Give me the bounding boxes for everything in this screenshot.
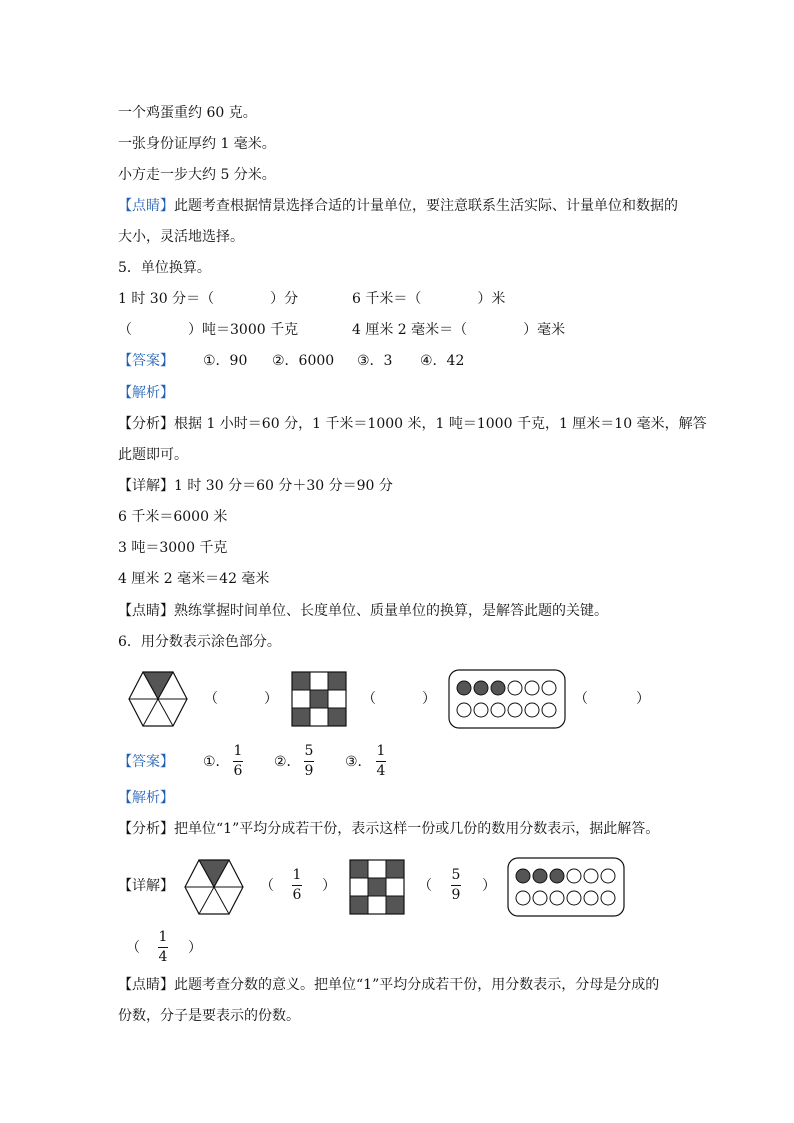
empty-dot: [491, 703, 505, 717]
q5-detail-1: 1 时 30 分＝60 分＋30 分＝90 分: [174, 478, 393, 494]
detail2-den: 9: [451, 887, 461, 903]
fig3-paren-open: （: [574, 691, 588, 707]
detail1-paren-open: （: [260, 878, 274, 894]
q6-analysis-tag: 【解析】: [118, 790, 174, 806]
q5-detail-4: 4 厘米 2 毫米＝42 毫米: [118, 571, 270, 587]
empty-dot: [584, 869, 598, 883]
q6-fenxi: [118, 819, 659, 839]
q5-item-a: 1 时 30 分＝（ ）分: [118, 291, 299, 307]
q5-answer-3: ③．3: [357, 353, 393, 369]
q6-answer-3-num: 1: [376, 743, 386, 759]
fig1-paren-close: ）: [264, 691, 278, 707]
q5-answer-2: ②．6000: [272, 353, 335, 369]
q6-answer-tag: 【答案】: [118, 754, 174, 770]
q5-detail-3: 3 吨＝3000 千克: [118, 540, 228, 556]
fig3-paren-close: ）: [636, 691, 650, 707]
q5-tip-text: 熟练掌握时间单位、长度单位、质量单位的换算，是解答此题的关键。: [174, 603, 608, 619]
q6-answer-1-num: 1: [233, 743, 243, 759]
fig2-paren-open: （: [362, 691, 376, 707]
detail1-paren-close: ）: [322, 878, 336, 894]
q6-answer-3-den: 4: [376, 763, 386, 779]
q5-detail: [118, 476, 393, 496]
empty-dot: [474, 703, 488, 717]
q5-fenxi: [118, 414, 707, 434]
empty-dot: [584, 891, 598, 905]
empty-dot: [567, 869, 581, 883]
detail3-paren-close: ）: [188, 940, 202, 956]
text-step: 小方走一步大约 5 分米。: [118, 167, 276, 183]
q5-analysis-tag: 【解析】: [118, 385, 174, 401]
dots-figure-detail: [507, 857, 625, 917]
q6-answer-3-fraction: [376, 743, 386, 780]
detail3-fraction: [158, 929, 168, 966]
detail2-paren-open: （: [418, 878, 432, 894]
text-egg: 一个鸡蛋重约 60 克。: [118, 105, 257, 121]
hexagon-shaded-part: [199, 860, 229, 887]
q6-answer-2-fraction: [304, 743, 314, 780]
tip-text: 此题考查根据情景选择合适的计量单位，要注意联系生活实际、计量单位和数据的: [174, 198, 678, 214]
q6-fenxi-text: 把单位“1”平均分成若干份，表示这样一份或几份的数用分数表示，据此解答。: [174, 821, 660, 837]
empty-dot: [542, 703, 556, 717]
tip-line: [118, 196, 678, 216]
empty-dot: [533, 891, 547, 905]
q5-tip: [118, 601, 608, 621]
fig1-paren-open: （: [204, 691, 218, 707]
grid-figure: [292, 672, 346, 726]
q5-detail-tag: 【详解】: [118, 478, 174, 494]
q5-item-c: （ ）吨＝3000 千克: [118, 322, 299, 338]
shaded-dot: [457, 681, 471, 695]
text-idcard: 一张身份证厚约 1 毫米。: [118, 136, 276, 152]
detail3-den: 4: [158, 949, 168, 965]
q6-tip-2: 份数，分子是要表示的份数。: [118, 1008, 300, 1024]
hexagon-figure: [128, 670, 188, 728]
shaded-dot: [533, 869, 547, 883]
q5-answer-tag: 【答案】: [118, 353, 174, 369]
dots-figure: [448, 669, 566, 729]
q6-answer-1-fraction: [233, 743, 243, 780]
q6-answer-1-den: 6: [233, 763, 243, 779]
q6-answer-3-label: ③．: [345, 754, 372, 770]
q6-answer-2-label: ②．: [274, 754, 301, 770]
shaded-dot: [474, 681, 488, 695]
empty-dot: [542, 681, 556, 695]
hexagon-shaded-part: [143, 672, 173, 699]
tip-line-2: 大小，灵活地选择。: [118, 229, 244, 245]
hexagon-figure-detail: [184, 858, 244, 916]
q6-fenxi-tag: 【分析】: [118, 821, 174, 837]
fig2-paren-close: ）: [422, 691, 436, 707]
q6-tip-text: 此题考查分数的意义。把单位“1”平均分成若干份，用分数表示，分母是分成的: [174, 977, 660, 993]
q6-answer-1-label: ①．: [203, 754, 230, 770]
empty-dot: [601, 869, 615, 883]
empty-dot: [457, 703, 471, 717]
q5-item-b: 6 千米＝（ ）米: [352, 291, 506, 307]
empty-dot: [567, 891, 581, 905]
q5-answer-4: ④．42: [420, 353, 465, 369]
q6-detail-tag: 【详解】: [118, 878, 174, 894]
q5-fenxi-text: 根据 1 小时＝60 分，1 千米＝1000 米，1 吨＝1000 千克，1 厘米＝10 毫米，解答: [174, 416, 707, 432]
shaded-dot: [550, 869, 564, 883]
detail2-num: 5: [451, 867, 461, 883]
detail2-fraction: [451, 867, 461, 904]
detail1-fraction: [292, 867, 302, 904]
empty-dot: [516, 891, 530, 905]
shaded-dot: [491, 681, 505, 695]
empty-dot: [525, 681, 539, 695]
grid-figure-detail: [350, 860, 404, 914]
q5-answer-1: ①．90: [203, 353, 248, 369]
q5-fenxi-2: 此题即可。: [118, 447, 188, 463]
q5-tip-tag: 【点睛】: [118, 603, 174, 619]
detail1-num: 1: [292, 867, 302, 883]
detail3-paren-open: （: [126, 940, 140, 956]
detail3-num: 1: [158, 929, 168, 945]
q6-tip-tag: 【点睛】: [118, 977, 174, 993]
q6-answer-2-den: 9: [304, 763, 314, 779]
detail2-paren-close: ）: [482, 878, 496, 894]
q6-tip: [118, 975, 659, 995]
q6-title: 6．用分数表示涂色部分。: [118, 634, 281, 650]
empty-dot: [550, 891, 564, 905]
empty-dot: [601, 891, 615, 905]
q5-item-d: 4 厘米 2 毫米＝（ ）毫米: [352, 322, 566, 338]
q5-detail-2: 6 千米＝6000 米: [118, 509, 228, 525]
q6-answer-2-num: 5: [304, 743, 314, 759]
empty-dot: [508, 681, 522, 695]
detail1-den: 6: [292, 887, 302, 903]
shaded-dot: [516, 869, 530, 883]
empty-dot: [508, 703, 522, 717]
empty-dot: [525, 703, 539, 717]
tip-tag: 【点睛】: [118, 198, 174, 214]
q5-title: 5．单位换算。: [118, 260, 211, 276]
q5-fenxi-tag: 【分析】: [118, 416, 174, 432]
